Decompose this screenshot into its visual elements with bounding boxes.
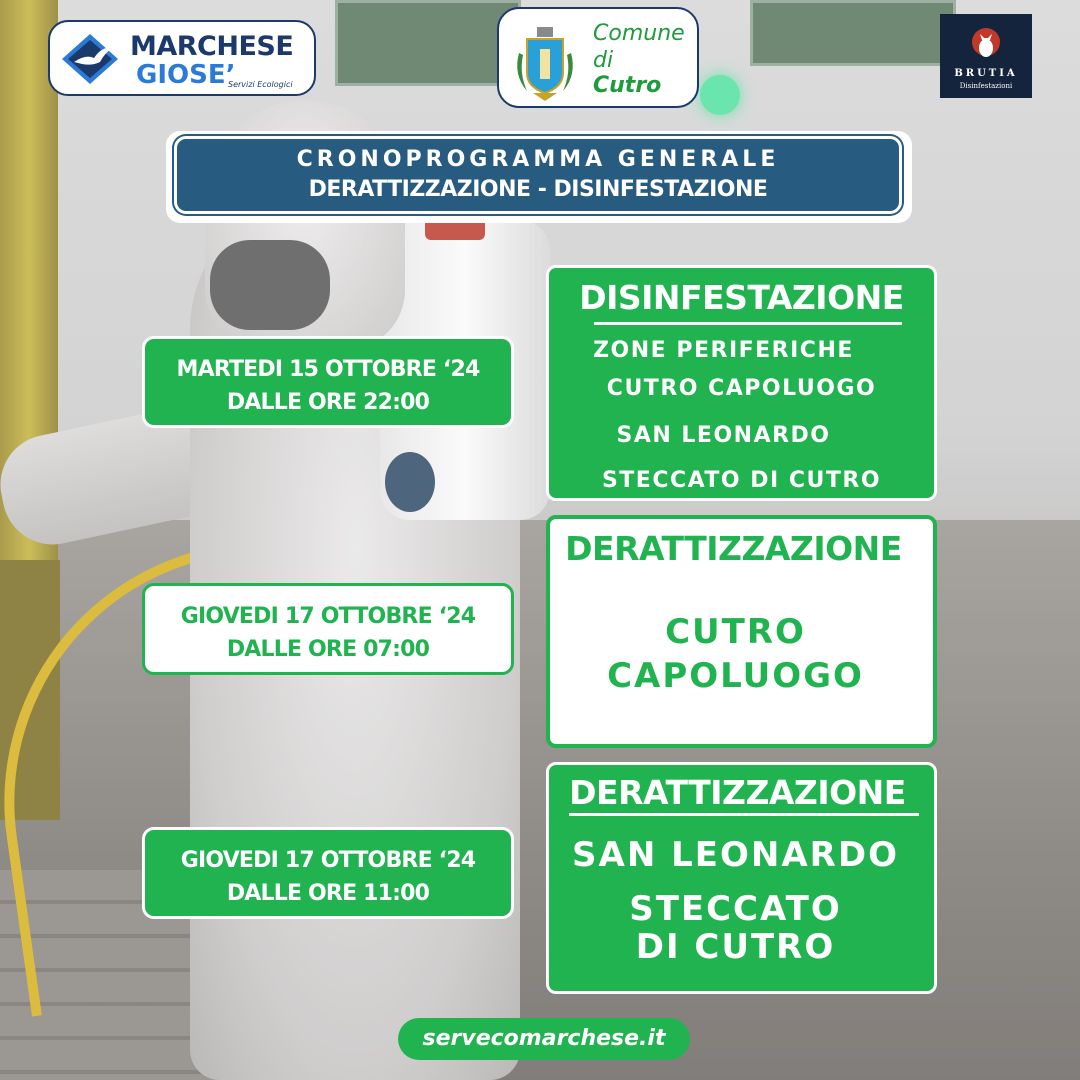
page-title: CRONOPROGRAMMA GENERALE: [296, 147, 780, 172]
date-text: MARTEDI 15 OTTOBRE ‘24: [176, 357, 480, 382]
date-text: GIOVEDI 17 OTTOBRE ‘24: [180, 604, 476, 629]
service-title: DISINFESTAZIONE: [579, 278, 904, 317]
logo-text: di: [593, 48, 614, 73]
date-pill-1: [142, 336, 514, 428]
date-text: GIOVEDI 17 OTTOBRE ‘24: [180, 848, 476, 873]
area-text: SAN LEONARDO: [572, 835, 899, 875]
brutia-logo: [940, 14, 1032, 98]
marchese-gиose-logo: [48, 20, 316, 96]
logo-text: BRUTIA: [954, 68, 1018, 79]
swallow-logo-icon: [60, 32, 120, 86]
cat-logo-icon: [971, 24, 1001, 64]
time-text: DALLE ORE 22:00: [226, 390, 430, 415]
logo-text: MARCHESE: [130, 31, 294, 62]
service-panel-2: [546, 515, 937, 748]
logo-text: Comune: [593, 21, 685, 46]
title-banner: [166, 131, 912, 223]
time-text: DALLE ORE 11:00: [226, 881, 430, 906]
service-title: DERATTIZZAZIONE: [569, 773, 906, 812]
area-text: STECCATO DI CUTRO: [601, 468, 882, 493]
title-underline: [569, 813, 919, 816]
area-text: DI CUTRO: [635, 927, 836, 967]
area-text: CAPOLUOGO: [607, 656, 864, 696]
area-text: ZONE PERIFERICHE: [593, 338, 854, 363]
title-banner-inner: [174, 136, 902, 214]
logo-tagline: Servizi Ecologici: [228, 80, 293, 89]
area-text: SAN LEONARDO: [616, 423, 831, 448]
comune-di-cutro-logo: [497, 7, 699, 108]
logo-text: GIOSE’: [136, 60, 236, 90]
service-panel-3: [546, 762, 937, 994]
date-pill-3: [142, 827, 514, 919]
website-link[interactable]: servecomarchese.it: [398, 1018, 690, 1060]
coat-of-arms-icon: [511, 23, 579, 103]
area-text: CUTRO CAPOLUOGO: [606, 376, 877, 401]
logo-tagline: Disinfestazioni: [959, 82, 1013, 90]
area-text: CUTRO: [665, 612, 806, 652]
time-text: DALLE ORE 07:00: [226, 637, 430, 662]
logo-text: Cutro: [593, 73, 662, 98]
service-title: DERATTIZZAZIONE: [565, 529, 902, 568]
date-pill-2: [142, 583, 514, 675]
area-text: STECCATO: [629, 889, 842, 929]
page-subtitle: DERATTIZZAZIONE - DISINFESTAZIONE: [308, 177, 768, 202]
service-panel-1: [546, 265, 937, 501]
title-underline: [594, 322, 902, 325]
